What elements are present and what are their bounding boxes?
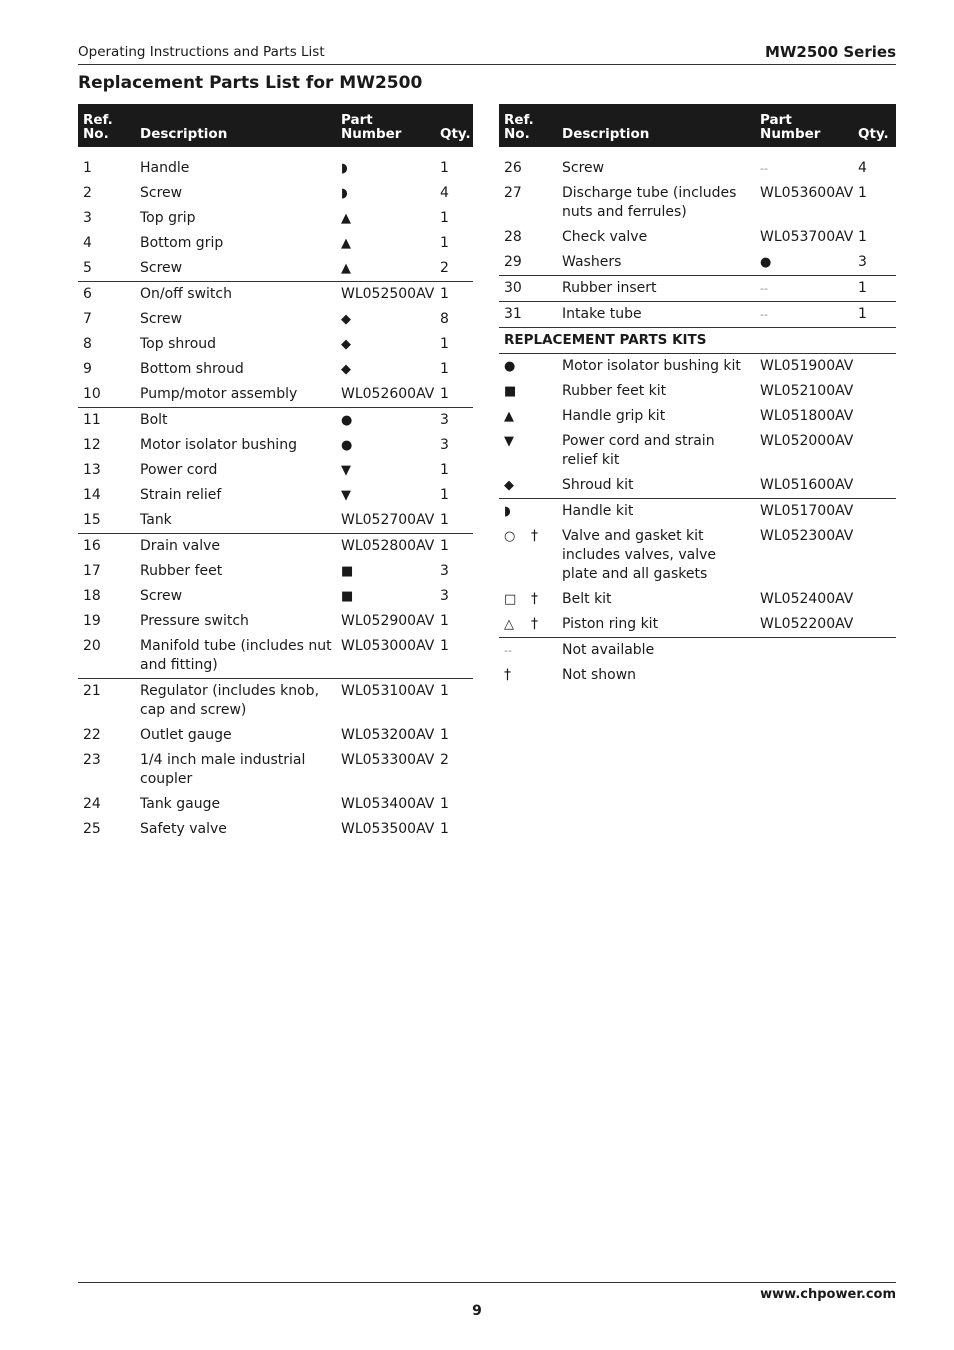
quantity: 1 xyxy=(858,229,867,245)
part-number: WL053100AV xyxy=(341,683,435,699)
quantity: 3 xyxy=(440,588,449,604)
ref-number: 16 xyxy=(83,538,101,554)
ref-number: 6 xyxy=(83,286,92,302)
table-row xyxy=(78,559,473,584)
table-row xyxy=(499,225,896,250)
col-ref-header: Ref. No. xyxy=(499,104,557,147)
part-number: ◆ xyxy=(341,362,351,377)
part-number: -- xyxy=(760,162,768,175)
part-number: -- xyxy=(755,276,853,302)
part-number: WL053000AV xyxy=(336,634,435,679)
ref-number: 13 xyxy=(83,462,101,478)
kit-symbol: □ xyxy=(504,592,517,607)
table-row xyxy=(78,307,473,332)
part-description: Bolt xyxy=(140,412,168,428)
table-row xyxy=(78,483,473,508)
quantity: 1 xyxy=(435,382,473,408)
quantity: 1 xyxy=(440,821,449,837)
quantity: 3 xyxy=(440,437,449,453)
not-shown-mark xyxy=(526,473,557,499)
kit-description: Handle grip kit xyxy=(562,408,666,424)
quantity: 1 xyxy=(440,683,449,699)
legend-row xyxy=(499,663,896,688)
legend-description: Not shown xyxy=(562,667,637,683)
quantity: 1 xyxy=(440,538,449,554)
quantity: 1 xyxy=(440,462,449,478)
ref-number: 25 xyxy=(83,821,101,837)
not-shown-mark xyxy=(526,354,557,380)
part-number: WL052900AV xyxy=(341,613,435,629)
kit-part-number: WL051600AV xyxy=(760,477,854,493)
quantity: 1 xyxy=(440,286,449,302)
quantity: 1 xyxy=(440,796,449,812)
kit-part-number: WL051900AV xyxy=(760,358,854,374)
quantity: 4 xyxy=(858,160,867,176)
part-description: Manifold tube (includes nut and fitting) xyxy=(135,634,336,679)
table-row xyxy=(499,302,896,328)
part-description: Tank gauge xyxy=(140,796,221,812)
kit-part-number: WL052000AV xyxy=(760,433,854,449)
quantity: 1 xyxy=(440,361,449,377)
part-description: Screw xyxy=(140,588,183,604)
quantity: 1 xyxy=(435,508,473,534)
quantity: 3 xyxy=(440,563,449,579)
ref-number: 10 xyxy=(78,382,135,408)
table-row xyxy=(78,382,473,408)
not-shown-mark: † xyxy=(531,591,538,607)
part-description: On/off switch xyxy=(140,286,232,302)
quantity: 1 xyxy=(440,487,449,503)
part-number: ▼ xyxy=(341,488,351,503)
ref-number: 4 xyxy=(83,235,92,251)
empty-cell xyxy=(853,354,896,380)
ref-number: 27 xyxy=(504,185,522,201)
ref-number: 14 xyxy=(83,487,101,503)
kit-symbol: ● xyxy=(504,359,516,374)
table-row xyxy=(78,609,473,634)
ref-number: 18 xyxy=(83,588,101,604)
part-number: -- xyxy=(755,302,853,328)
ref-number: 26 xyxy=(504,160,522,176)
empty-cell xyxy=(853,429,896,473)
kit-description: Valve and gasket kit includes valves, valve plate and all gaskets xyxy=(562,528,716,582)
table-row xyxy=(78,534,473,560)
not-shown-mark xyxy=(526,404,557,429)
kit-part-number: WL052200AV xyxy=(755,612,853,638)
empty-cell xyxy=(853,663,896,688)
ref-number: 5 xyxy=(78,256,135,282)
not-shown-mark xyxy=(526,379,557,404)
part-description: Bottom shroud xyxy=(140,361,244,377)
part-number: WL053400AV xyxy=(341,796,435,812)
kit-symbol: ▲ xyxy=(504,409,514,424)
table-row xyxy=(499,181,896,225)
part-description: Bottom grip xyxy=(140,235,224,251)
ref-number: 30 xyxy=(499,276,557,302)
legend-symbol: -- xyxy=(504,644,512,657)
table-row xyxy=(78,282,473,308)
kit-symbol: ◗ xyxy=(499,499,526,525)
table-row xyxy=(78,147,473,181)
kit-symbol: ▼ xyxy=(504,434,514,449)
empty-cell xyxy=(853,379,896,404)
legend-symbol: † xyxy=(504,667,511,683)
part-description: Screw xyxy=(562,160,605,176)
part-description: Regulator (includes knob, cap and screw) xyxy=(140,683,320,718)
quantity: 1 xyxy=(853,276,896,302)
table-row xyxy=(78,256,473,282)
kit-symbol: ■ xyxy=(504,384,517,399)
table-row xyxy=(78,231,473,256)
part-description: Outlet gauge xyxy=(140,727,232,743)
col-description-header: Description xyxy=(557,104,755,147)
ref-number: 12 xyxy=(83,437,101,453)
part-number: WL053600AV xyxy=(760,185,854,201)
part-number: WL053200AV xyxy=(341,727,435,743)
kit-symbol: △ xyxy=(499,612,526,638)
part-description: 1/4 inch male industrial coupler xyxy=(140,752,306,787)
part-description: Washers xyxy=(562,254,622,270)
table-row xyxy=(499,147,896,181)
quantity: 1 xyxy=(853,302,896,328)
ref-number: 28 xyxy=(504,229,522,245)
part-number: ▲ xyxy=(341,211,351,226)
kit-description: Piston ring kit xyxy=(557,612,755,638)
empty-cell xyxy=(853,612,896,638)
part-number: WL053500AV xyxy=(341,821,435,837)
part-description: Drain valve xyxy=(140,538,220,554)
part-description: Screw xyxy=(140,185,183,201)
kit-row xyxy=(499,404,896,429)
quantity: 2 xyxy=(440,752,449,768)
part-description: Check valve xyxy=(562,229,648,245)
table-row xyxy=(499,276,896,302)
part-number: ◆ xyxy=(341,312,351,327)
quantity: 1 xyxy=(435,634,473,679)
table-row xyxy=(78,458,473,483)
table-row xyxy=(78,634,473,679)
kit-row xyxy=(499,473,896,499)
kit-row xyxy=(499,379,896,404)
legend-row xyxy=(499,638,896,664)
table-row xyxy=(78,206,473,231)
part-number: ▲ xyxy=(336,256,435,282)
not-shown-mark: † xyxy=(531,528,538,544)
ref-number: 19 xyxy=(83,613,101,629)
ref-number: 29 xyxy=(504,254,522,270)
ref-number: 20 xyxy=(78,634,135,679)
part-description: Motor isolator bushing xyxy=(140,437,297,453)
quantity: 1 xyxy=(440,235,449,251)
kits-heading: REPLACEMENT PARTS KITS xyxy=(499,328,896,354)
table-row xyxy=(78,723,473,748)
ref-number: 2 xyxy=(83,185,92,201)
part-number: ◗ xyxy=(341,186,348,201)
section-title: Replacement Parts List for MW2500 xyxy=(78,73,423,93)
part-number: ● xyxy=(760,255,772,270)
kit-part-number: WL052300AV xyxy=(760,528,854,544)
ref-number: 15 xyxy=(78,508,135,534)
page-header xyxy=(78,42,896,65)
ref-number: 8 xyxy=(83,336,92,352)
empty-cell xyxy=(853,638,896,664)
empty-cell xyxy=(853,587,896,612)
col-part-header: Part Number xyxy=(755,104,853,147)
kit-description: Motor isolator bushing kit xyxy=(562,358,741,374)
table-header-row xyxy=(499,104,896,147)
ref-number: 21 xyxy=(83,683,101,699)
kit-row xyxy=(499,587,896,612)
kit-row xyxy=(499,354,896,380)
parts-table-left xyxy=(78,104,473,842)
part-description: Rubber insert xyxy=(557,276,755,302)
col-part-header: Part Number xyxy=(336,104,435,147)
ref-number: 23 xyxy=(83,752,101,768)
ref-number: 7 xyxy=(83,311,92,327)
kit-row xyxy=(499,612,896,638)
not-shown-mark xyxy=(526,499,557,525)
table-row xyxy=(78,508,473,534)
ref-number: 31 xyxy=(499,302,557,328)
quantity: 3 xyxy=(858,254,867,270)
part-description: Intake tube xyxy=(557,302,755,328)
table-row xyxy=(78,357,473,382)
document-title: Operating Instructions and Parts List xyxy=(78,44,325,60)
table-row xyxy=(78,584,473,609)
ref-number: 11 xyxy=(83,412,101,428)
table-row xyxy=(499,250,896,276)
empty-cell xyxy=(853,473,896,499)
part-number: WL052500AV xyxy=(341,286,435,302)
quantity: 1 xyxy=(440,160,449,176)
table-row xyxy=(78,817,473,842)
part-description: Discharge tube (includes nuts and ferrules) xyxy=(562,185,737,220)
kit-row xyxy=(499,429,896,473)
kit-description: Rubber feet kit xyxy=(562,383,667,399)
footer-divider xyxy=(78,1282,896,1283)
kit-part-number: WL051800AV xyxy=(760,408,854,424)
col-qty-header: Qty. xyxy=(435,104,473,147)
table-row xyxy=(78,792,473,817)
table-row xyxy=(78,433,473,458)
ref-number: 3 xyxy=(83,210,92,226)
part-number: ■ xyxy=(341,564,354,579)
col-description-header: Description xyxy=(135,104,336,147)
part-number: ◗ xyxy=(341,161,348,176)
kit-part-number: WL052100AV xyxy=(760,383,854,399)
table-row xyxy=(78,408,473,434)
empty-cell xyxy=(755,663,853,688)
quantity: 1 xyxy=(440,336,449,352)
part-number: WL052600AV xyxy=(336,382,435,408)
table-row xyxy=(78,181,473,206)
page-number: 9 xyxy=(472,1303,482,1319)
quantity: 1 xyxy=(440,727,449,743)
empty-cell xyxy=(853,404,896,429)
part-description: Handle xyxy=(140,160,190,176)
part-description: Strain relief xyxy=(140,487,222,503)
quantity: 1 xyxy=(440,210,449,226)
kit-row xyxy=(499,524,896,587)
col-ref-header: Ref. No. xyxy=(78,104,135,147)
part-description: Top grip xyxy=(140,210,196,226)
part-number: ▲ xyxy=(341,236,351,251)
table-row xyxy=(78,679,473,724)
parts-table-right xyxy=(499,104,896,688)
kit-part-number: WL052400AV xyxy=(760,591,854,607)
quantity: 1 xyxy=(858,185,867,201)
ref-number: 9 xyxy=(83,361,92,377)
legend-description: Not available xyxy=(562,642,655,658)
table-row xyxy=(78,748,473,792)
part-description: Top shroud xyxy=(140,336,217,352)
kits-heading-row xyxy=(499,328,896,354)
part-number: WL052700AV xyxy=(336,508,435,534)
quantity: 3 xyxy=(440,412,449,428)
quantity: 8 xyxy=(440,311,449,327)
kit-description: Belt kit xyxy=(562,591,612,607)
part-number: ▼ xyxy=(341,463,351,478)
kit-description: Handle kit xyxy=(557,499,755,525)
ref-number: 1 xyxy=(83,160,92,176)
footer-url: www.chpower.com xyxy=(760,1287,896,1302)
part-description: Tank xyxy=(135,508,336,534)
table-header-row xyxy=(78,104,473,147)
part-number: ● xyxy=(341,413,353,428)
kit-row xyxy=(499,499,896,525)
kit-symbol: ○ xyxy=(504,529,516,544)
part-description: Pump/motor assembly xyxy=(135,382,336,408)
series-label: MW2500 Series xyxy=(764,43,896,61)
kit-part-number: WL051700AV xyxy=(755,499,853,525)
quantity: 4 xyxy=(440,185,449,201)
part-description: Screw xyxy=(140,311,183,327)
part-description: Power cord xyxy=(140,462,218,478)
empty-cell xyxy=(853,499,896,525)
ref-number: 24 xyxy=(83,796,101,812)
not-shown-mark: † xyxy=(526,612,557,638)
part-number: WL052800AV xyxy=(341,538,435,554)
part-description: Rubber feet xyxy=(140,563,223,579)
quantity: 2 xyxy=(435,256,473,282)
empty-cell xyxy=(853,524,896,587)
ref-number: 17 xyxy=(83,563,101,579)
not-shown-mark xyxy=(526,429,557,473)
table-row xyxy=(78,332,473,357)
part-number: ● xyxy=(341,438,353,453)
part-number: WL053700AV xyxy=(760,229,854,245)
part-description: Safety valve xyxy=(140,821,227,837)
part-description: Screw xyxy=(135,256,336,282)
ref-number: 22 xyxy=(83,727,101,743)
part-number: WL053300AV xyxy=(341,752,435,768)
kit-symbol: ◆ xyxy=(504,478,514,493)
kit-description: Power cord and strain relief kit xyxy=(562,433,715,468)
empty-cell xyxy=(755,638,853,664)
kit-description: Shroud kit xyxy=(562,477,634,493)
part-number: ◆ xyxy=(341,337,351,352)
col-qty-header: Qty. xyxy=(853,104,896,147)
quantity: 1 xyxy=(440,613,449,629)
part-number: ■ xyxy=(341,589,354,604)
part-description: Pressure switch xyxy=(140,613,249,629)
